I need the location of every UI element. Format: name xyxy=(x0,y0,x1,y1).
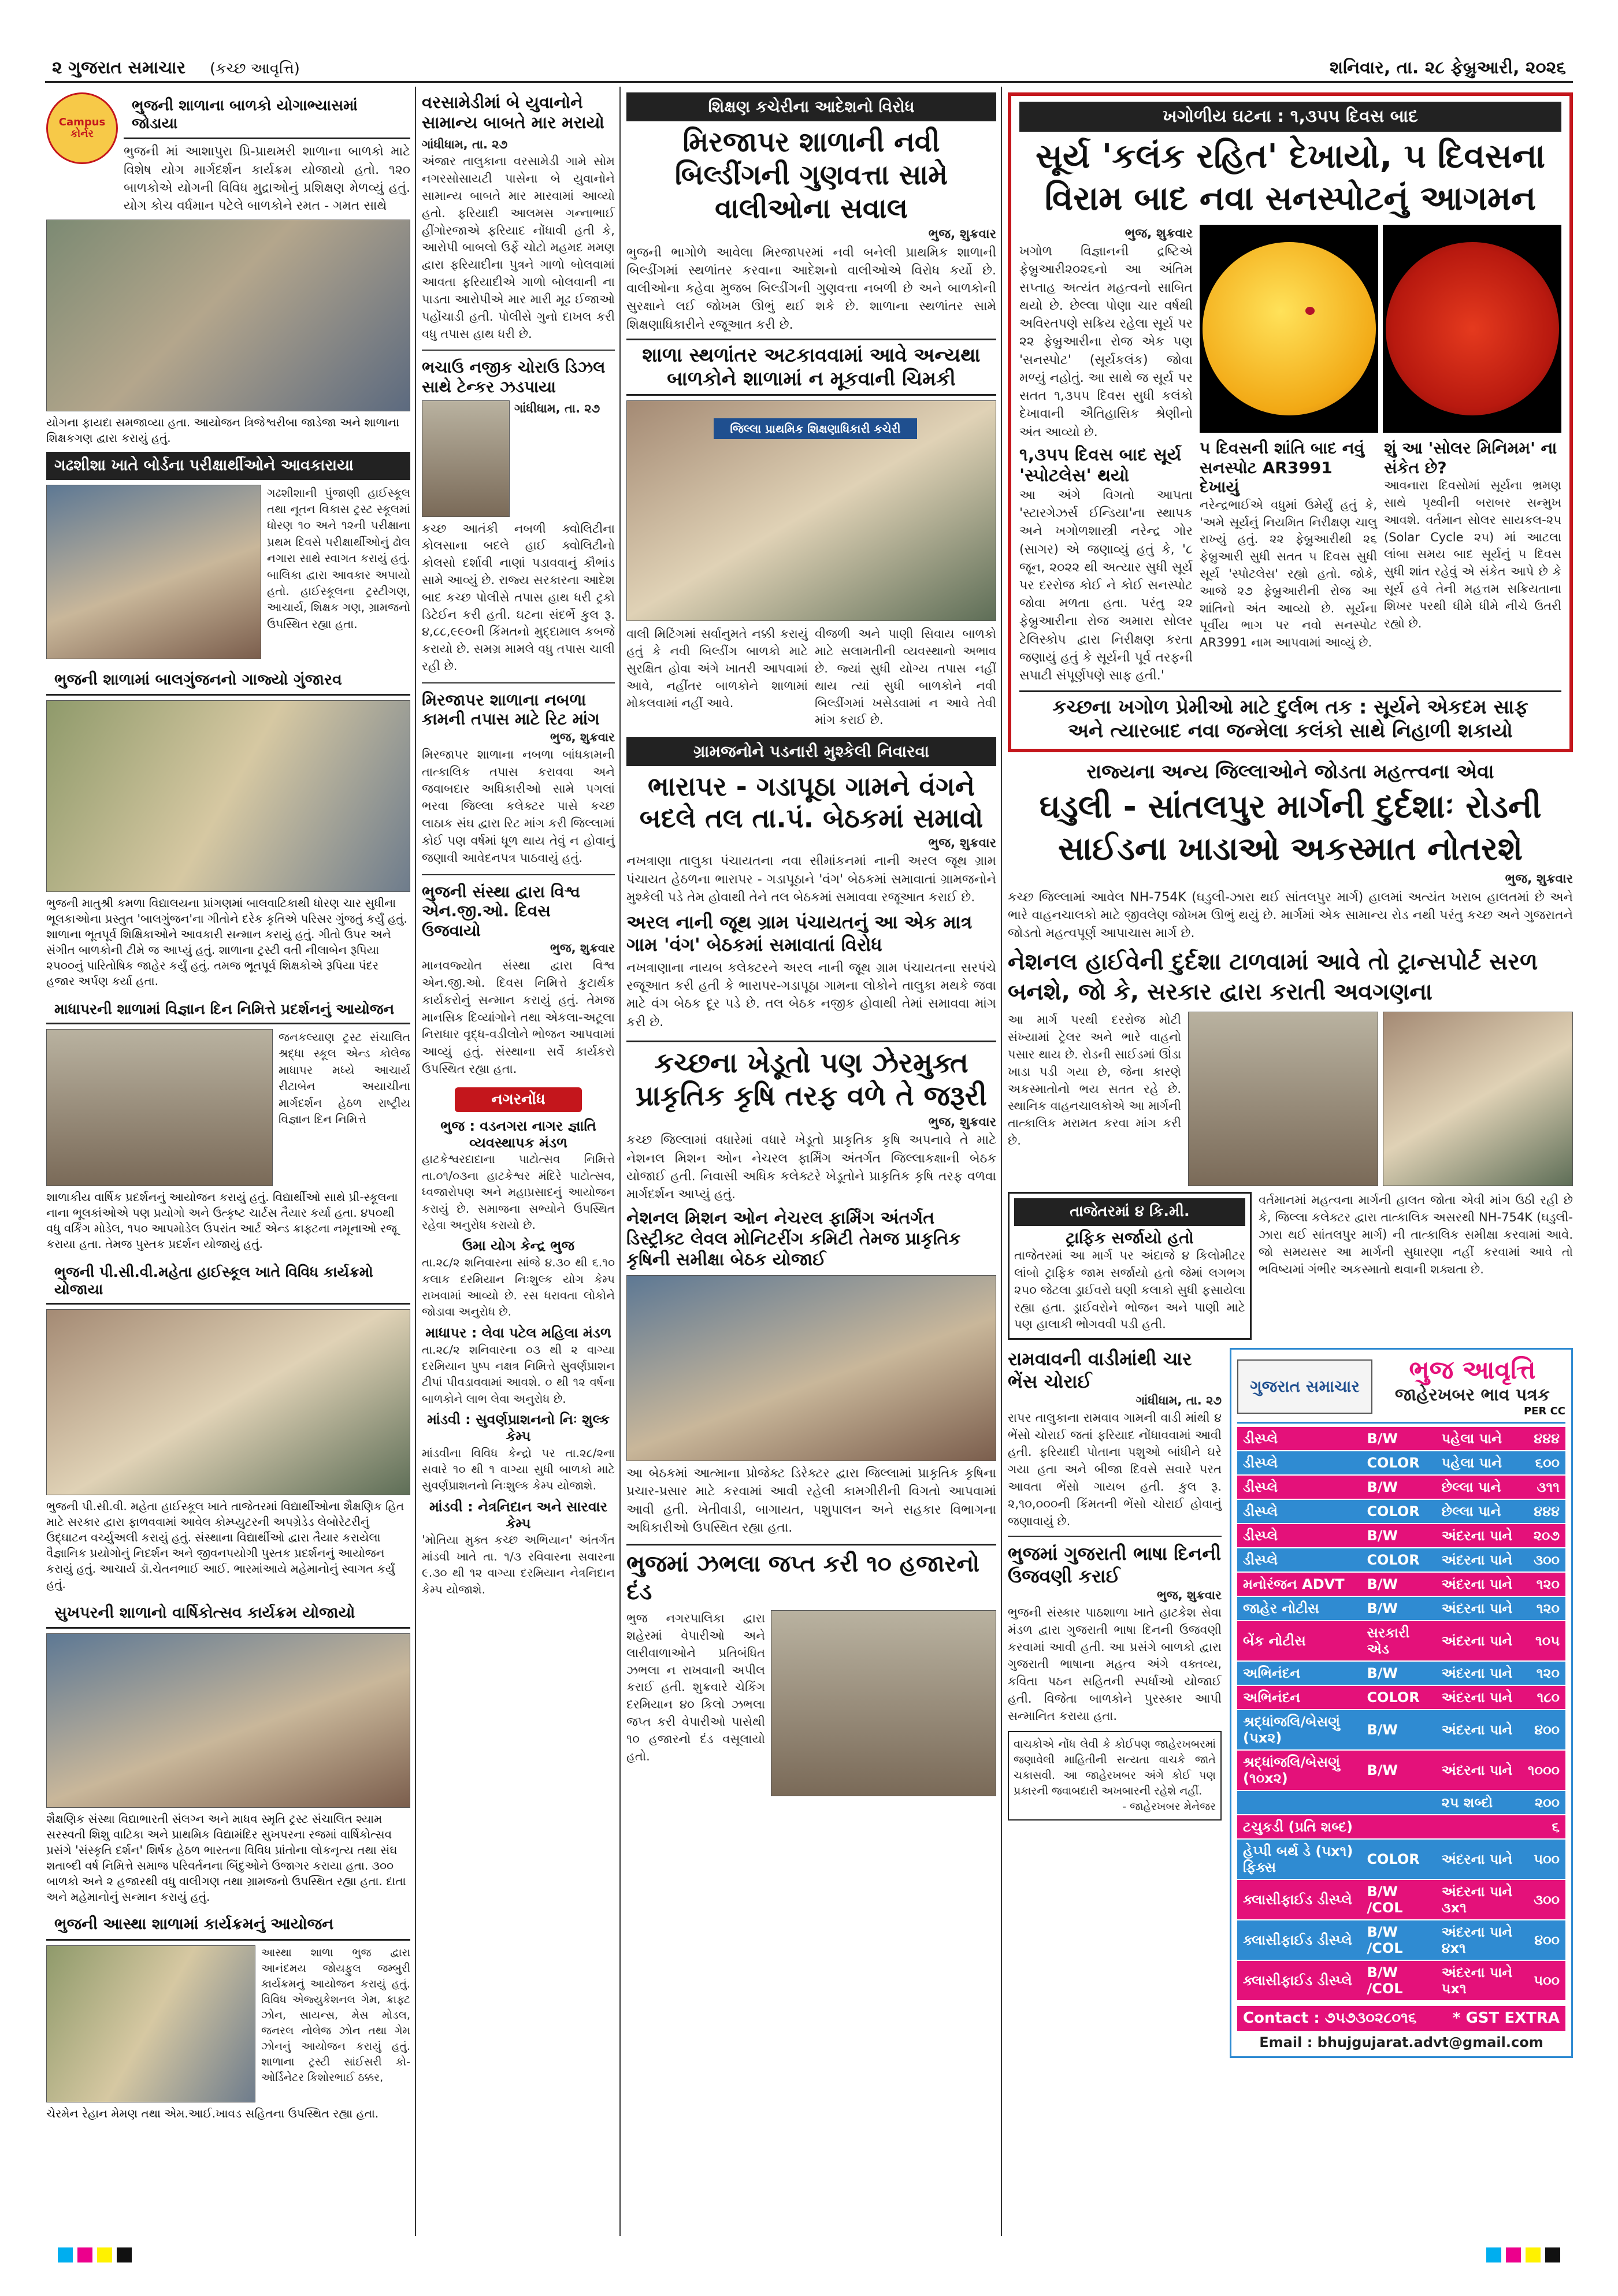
page-title: ૨ ગુજરાત સમાચાર xyxy=(52,58,186,78)
bhachau-heading: ભચાઉ નજીક ચોરાઉ ડિઝલ સાથે ટેન્કર ઝડપાયા xyxy=(422,358,606,396)
rate-price: ૧૦૫ xyxy=(1522,1621,1565,1661)
column-3 xyxy=(626,92,996,1796)
divider xyxy=(422,350,615,351)
dateline: ભુજ, શુક્રવાર xyxy=(928,836,996,851)
column-2 xyxy=(422,92,615,1597)
story-natural-farming xyxy=(626,1041,996,1537)
rate-category: ડીસ્પ્લે xyxy=(1237,1499,1361,1524)
ngo-body: માનવજ્યોત સંસ્થા દ્વારા વિશ્વ એન.જી.ઓ. દિવસ નિમિત્તે કુટાર્થક કાર્યકરોનું સન્માન કરાયું હતું. તેમજ માનસિક દિવ્યાંગોને તથા એકલા-અટૂલા નિરાધાર વૃદ્ધ-વડીલોને ભોજન આપવામાં આવ્યું હતું. સંસ્થાના સર્વે કાર્યકરો ઉપસ્થિત રહ્યા હતા. xyxy=(422,958,615,1076)
mirjapar-subhead: શાળા સ્થળાંતર અટકાવવામાં આવે અન્યથા બાળકોને શાળામાં ન મૂકવાની ચિમકી xyxy=(626,339,996,396)
office-signboard: જિલ્લા પ્રાથમિક શિક્ષણાધિકારી કચેરી xyxy=(714,418,917,439)
sunspot-sub-1: ૧,૩૫૫ દિવસ બાદ સૂર્ય 'સ્પોટલેસ' થયો xyxy=(1019,444,1182,486)
rate-category: ક્લાસીફાઈડ ડીસ્પ્લે xyxy=(1237,1960,1361,2001)
ad-gst: * GST EXTRA xyxy=(1452,2009,1560,2027)
plastic-headline: ભુજમાં ઝભલા જપ્ત કરી ૧૦ હજારનો દંડ xyxy=(626,1551,980,1606)
notice-item xyxy=(422,1118,615,1234)
story-mirjapar-writ xyxy=(422,690,615,867)
story-astha xyxy=(46,1911,410,2124)
registration-mark-cyan xyxy=(58,2247,73,2262)
rate-category: ક્લાસીફાઈડ ડીસ્પ્લે xyxy=(1237,1879,1361,1920)
dateline: ભુજ, શુક્રવાર xyxy=(1156,1588,1222,1603)
sukhpar-photo xyxy=(46,1633,410,1808)
notice-title: ઉમા યોગ કેન્દ્ર ભુજ xyxy=(462,1238,575,1254)
rate-type: COLOR xyxy=(1361,1499,1435,1524)
mirjapar-writ-body: મિરજાપર શાળાના નબળા બાંધકામની તાત્કાલિક તપાસ કરાવવા અને જવાબદાર અધિકારીઓ સામે પગલાં ભરવા જિલ્લા કલેક્ટર પાસે કચ્છ લાઠાક સંઘ દ્વારા રિટ માંગ કરી જિલ્લામાં કોઈ પણ વર્ષમાં ધૂળ થાય તેવું ન હોવાનું જણાવી આવેદનપત્ર પાઠવાયું હતું. xyxy=(422,747,615,865)
mirjapar-photo xyxy=(626,400,996,621)
language-day-headline: ભુજમાં ગુજરાતી ભાષા દિનની ઉજવણી કરાઈ xyxy=(1008,1543,1222,1587)
sun-image-left xyxy=(1200,225,1378,433)
rate-type: B/W xyxy=(1361,1524,1435,1548)
farming-body-2: આ બેઠકમાં આત્માના પ્રોજેક્ટ ડિરેક્ટર દ્વારા જિલ્લામાં પ્રાકૃતિક કૃષિના પ્રચાર-પ્રસાર માટે કરવામાં આવી રહેલી કામગીરીની વિગતો આપવામાં આવી હતી. ખેતીવાડી, બાગાયત, પશુપાલન અને સહકાર વિભાગના અધિકારીઓ ઉપસ્થિત રહ્યા હતા. xyxy=(626,1466,996,1535)
mirjapar-body-a: વાલી મિટિંગમાં સર્વાનુમતે નક્કી કરાયું હતું કે નવી બિલ્ડીંગ બાળકો માટે સુરક્ષિત હોવા અંગે ખાતરી આપવામાં આવે, નહીંતર બાળકોને શાળામાં મોકલવામાં નહીં આવે. xyxy=(626,627,808,710)
notice-body: 'મોતિયા મુક્ત કચ્છ અભિયાન' અંતર્ગત માંડવી ખાતે તા. ૧/૩ રવિવારના સવારના ૯.૩૦ થી ૧૨ વાગ્યા દરમિયાન નેત્રનિદાન કેમ્પ યોજાશે. xyxy=(422,1533,615,1596)
bhachau-body: કચ્છ આતંકી નબળી ક્વોલિટીના કોલસાના બદલે હાઈ ક્વોલિટીનો કોલસો દર્શાવી નાણાં પડાવવાનું કૌભાંડ સામે આવ્યું છે. રાજ્ય સરકારના આદેશ બાદ કચ્છ પોલીસે તપાસ હાથ ધરી ટ્રકો ડિટેઈન કરી હતી. ઘટના સંદર્ભે કુલ રૂ. ૪,૮૮,૯૯૦ની કિંમતનો મુદ્દામાલ કબજે કરાયો છે. સમગ્ર મામલે વધુ તપાસ ચાલી રહી છે. xyxy=(422,521,615,674)
rate-category: ડીસ્પ્લે xyxy=(1237,1451,1361,1475)
column-divider xyxy=(619,87,621,2236)
gadhshisha-photo xyxy=(46,485,261,659)
notice-title: ભુજ : વડનગરા નાગર જ્ઞાતિ વ્યવસ્થાપક મંડળ xyxy=(440,1117,596,1151)
ad-email[interactable]: Email : bhujgujarat.advt@gmail.com xyxy=(1259,2034,1543,2051)
rate-page: અંદરના પાને xyxy=(1436,1621,1522,1661)
road-kicker: રાજ્યના અન્ય જિલ્લાઓને જોડતા મહત્ત્વના એવા xyxy=(1086,760,1494,783)
yoga-caption: યોગના ફાયદા સમજાવ્યા હતા. આયોજન ત્રિજેશ્વરીબા જાડેજા અને શાળાના શિક્ષકગણ દ્વારા કરાયું હતું. xyxy=(46,415,399,445)
language-day-body: ભુજની સંસ્કાર પાઠશાળા ખાતે હાટકેશ સેવા મંડળ દ્વારા ગુજરાતી ભાષા દિનની ઉજવણી કરવામાં આવી હતી. આ પ્રસંગે બાળકો દ્વારા ગુજરાતી ભાષાના મહત્વ અંગે વક્તવ્ય, કવિતા પઠન સહિતની સ્પર્ધાઓ યોજાઈ હતી. વિજેતા બાળકોને પુરસ્કાર આપી સન્માનિત કરાયા હતા. xyxy=(1008,1606,1222,1723)
divider xyxy=(1008,1536,1222,1537)
rate-page: પહેલા પાને xyxy=(1436,1451,1522,1475)
story-bhachau xyxy=(422,358,615,675)
notice-body: તા.૨૮/૨ શનિવારના ૦૩ થી ૨ વાગ્યા દરમિયાન પુષ્પ નક્ષત્ર નિમિત્તે સુવર્ણપ્રાશન ટીપાં પીવડાવવામાં આવશે. ૦ થી ૧૨ વર્ષના બાળકોને લાભ લેવા અનુરોધ છે. xyxy=(422,1342,615,1406)
rate-type: સરકારી એડ xyxy=(1361,1621,1435,1661)
yoga-heading: ભુજની શાળાના બાળકો યોગાભ્યાસમાં જોડાયા xyxy=(124,92,410,139)
notice-body: માંડવીના વિવિધ કેન્દ્રો પર તા.૨૮/૨ના સવારે ૧૦ થી ૧ વાગ્યા સુધી બાળકો માટે સુવર્ણપ્રાશનનો નિઃશુલ્ક કેમ્પ યોજાશે. xyxy=(422,1446,615,1493)
dateline: ભુજ, શુક્રવાર xyxy=(1505,872,1573,887)
story-gadhshisha xyxy=(46,452,410,659)
divider xyxy=(422,874,615,875)
rate-category: ડીસ્પ્લે xyxy=(1237,1427,1361,1451)
rate-price: ૪૦૦ xyxy=(1522,1710,1565,1750)
varsamedi-body: અંજાર તાલુકાના વરસામેડી ગામે સોમ નગરસોસાયટી પાસેના બે યુવાનોને સામાન્ય બાબતે માર મારવામાં આવ્યો હતો. ફરિયાદી આલમસ ગન્નાભાઈ હીંગોરજાએ ફરિયાદ નોંધાવી હતી કે, આરોપી બાબલો ઉર્ફે ચોટો મહમદ મમણ દ્વારા ફરિયાદીના પુત્રને ગાળો બોલવામાં આવતા ફરિયાદીએ ગાળો બોલવાની ના પાડતા આરોપીએ માર મારી મૂઢ ઈજાઓ પહોંચાડી હતી. પોલીસે ગુનો દાખલ કરી વધુ તપાસ હાથ ધરી છે. xyxy=(422,154,615,341)
mirjapar-writ-heading: મિરજાપર શાળાના નબળા કામની તપાસ માટે રિટ માંગ xyxy=(422,690,600,729)
rate-page: અંદરના પાને xyxy=(1436,1750,1522,1790)
dateline: ગાંધીધામ, તા. ૨૭ xyxy=(1135,1393,1222,1407)
varsamedi-heading: વરસામેડીમાં બે યુવાનોને સામાન્ય બાબતે માર મરાયો xyxy=(422,92,604,132)
registration-mark-cyan xyxy=(1486,2247,1501,2262)
rate-type: B/W xyxy=(1361,1661,1435,1685)
story-ngo-day xyxy=(422,882,615,1078)
rate-type: COLOR xyxy=(1361,1839,1435,1879)
rate-page: અંદરના પાને xyxy=(1436,1839,1522,1879)
road-body-2: આ માર્ગ પરથી દરરોજ મોટી સંખ્યામાં ટ્રેલર અને ભારે વાહનો પસાર થાય છે. રોડની સાઈડમાં ઊંડા ખાડા પડી ગયા છે, જેના કારણે અકસ્માતોનો ભય સતત રહે છે. સ્થાનિક વાહનચાલકોએ આ માર્ગની તાત્કાલિક મરામત કરવા માંગ કરી છે. xyxy=(1008,1013,1181,1147)
rate-category: ડીસ્પ્લે xyxy=(1237,1475,1361,1499)
dateline: ભુજ, શુક્રવાર xyxy=(550,941,615,956)
registration-mark-black xyxy=(117,2247,132,2262)
rate-price: ૫૦૦ xyxy=(1522,1960,1565,2001)
sunspot-headline: સૂર્ય 'કલંક રહિત' દેખાયો, ૫ દિવસના વિરામ બાદ નવા સનસ્પોટનું આગમન xyxy=(1035,136,1545,218)
rate-page: પહેલા પાને xyxy=(1436,1427,1522,1451)
story-plastic-fine xyxy=(626,1544,996,1796)
sunspot-marker xyxy=(1305,307,1315,315)
dateline: ભુજ, શુક્રવાર xyxy=(928,1115,996,1130)
rate-row xyxy=(1237,1427,1565,1451)
rate-page: છેલ્લા પાને xyxy=(1436,1499,1522,1524)
notice-title: માંડવી : નેત્રનિદાન અને સારવાર કેમ્પ xyxy=(429,1498,608,1532)
rate-row xyxy=(1237,1661,1565,1685)
buffalo-headline: રામવાવની વાડીમાંથી ચાર ભેંસ ચોરાઈ xyxy=(1008,1348,1192,1392)
rate-page: અંદરના પાને xyxy=(1436,1661,1522,1685)
rate-type xyxy=(1361,1790,1435,1815)
column-1 xyxy=(46,92,410,2125)
rate-category: ટચુકડી (પ્રતિ શબ્દ) xyxy=(1237,1815,1361,1839)
rate-category: ડીસ્પ્લે xyxy=(1237,1524,1361,1548)
bharapar-subhead: અરલ નાની જૂથ ગ્રામ પંચાયતનું આ એક માત્ર ગામ 'વંગ' બેઠકમાં સમાવાતાં વિરોધ xyxy=(626,911,973,956)
rate-type xyxy=(1361,1815,1435,1839)
rate-type: B/W xyxy=(1361,1427,1435,1451)
dateline: ભુજ, શુક્રવાર xyxy=(928,227,996,242)
traffic-box-title-2: ટ્રાફિક સર્જાયો હતો xyxy=(1066,1228,1194,1247)
rate-row xyxy=(1237,1572,1565,1596)
story-pcv-mehta xyxy=(46,1259,410,1596)
road-photo-1 xyxy=(1188,1012,1378,1186)
farming-headline: કચ્છના ખેડૂતો પણ ઝેરમુક્ત પ્રાકૃતિક કૃષિ તરફ વળે તે જરૂરી xyxy=(635,1046,988,1113)
rate-row xyxy=(1237,1685,1565,1710)
rate-category: હેપ્પી બર્થ ડે (૫x૧) ફિક્સ xyxy=(1237,1839,1361,1879)
sukhpar-caption: શૈક્ષણિક સંસ્થા વિદ્યાભારતી સંલગ્ન અને માધવ સ્મૃતિ ટ્રસ્ટ સંચાલિત શ્યામ સરસ્વતી શિશુ વાટિકા અને પ્રાથમિક વિદ્યામંદિર સુખપરના રજમાં વાર્ષિકોત્સવ પ્રસંગે 'સંસ્કૃતિ દર્શન' શિર્ષક હેઠળ ભારતના વિવિધ પ્રાંતોના લોકનૃત્ય તથા સંઘ શતાબ્દી વર્ષ નિમિત્તે સમાજ પરિવર્તનના બિંદુઓને ઉજાગર કરાયા હતા. ૩૦૦ બાળકો અને ૨ હજારથી વધુ વાલીગણ તથા ગ્રામજનો ઉપસ્થિત રહ્યા હતા. દાતા અને મહેમાનોનું સન્માન કરાયું હતું. xyxy=(46,1812,406,1904)
sunspot-sub-2: ૫ દિવસની શાંતિ બાદ નવું સનસ્પોટ AR3991 દેખાયું xyxy=(1200,439,1365,497)
nagarnondh-label: નગરનોંધ xyxy=(455,1087,582,1112)
bharapar-kicker: ગ્રામજનોને પડનારી મુશ્કેલી નિવારવા xyxy=(626,737,996,766)
bharapar-body: નખત્રાણા તાલુકા પંચાયતના નવા સીમાંકનમાં નાની અરલ જૂથ ગ્રામ પંચાયત હેઠળના ભારાપર - ગડાપૂઠાને 'વંગ' બેઠકમાં સમાવાતાં ગ્રામજનોને મુશ્કેલી પડે તેમ હોવાથી તેને તલ બેઠકમાં સમાવવા રજૂઆત કરાઈ છે. xyxy=(626,854,996,905)
registration-mark-black xyxy=(1545,2247,1560,2262)
dateline: ગાંધીધામ, તા. ૨૭ xyxy=(422,137,508,151)
rate-row xyxy=(1237,1548,1565,1572)
story-mirjapar-school xyxy=(626,92,996,729)
balgunjan-caption: ભુજની માતુશ્રી કમળા વિદ્યાલયના પ્રાંગણમાં બાલવાટિકાથી ધોરણ ચાર સુધીના ભૂલકાઓના પ્રસ્તુત 'બાલગુંજન'ના ગીતોને દરેક કૃતિએ પરિસર ગુંજતું કર્યું હતું. શાળાના ભૂતપૂર્વ શિક્ષિકાઓને આવકારી સન્માન કરાયું હતું. ગીતો ઉપર અને સંગીત બાળકોની ટીમે જ આપ્યું હતું. શાળાના ટ્રસ્ટી વતી નીલાબેન રૂપિયા ૨૫૦૦નું પારિતોષિક જાહેર કર્યું હતું. તમજ ભૂતપૂર્વ શિક્ષકોએ રૂપિયા પંદર હજાર અર્પણ કર્યા હતા. xyxy=(46,896,407,989)
rate-type: B/W xyxy=(1361,1475,1435,1499)
rate-price: ૪૦૦ xyxy=(1522,1920,1565,1960)
pcv-heading: ભુજની પી.સી.વી.મહેતા હાઈસ્કૂલ ખાતે વિવિધ કાર્યક્રમો યોજાયા xyxy=(46,1259,410,1305)
divider xyxy=(422,682,615,683)
sunspot-body-3: નરેન્દ્રભાઈએ વધુમાં ઉમેર્યું હતું કે, 'અમે સૂર્યનું નિયમિત નિરીક્ષણ ચાલુ રાખ્યું હતું. ૨૨ ફેબ્રુઆરીથી ૨૬ ફેબ્રુઆરી સુધી સતત ૫ દિવસ સુધી સૂર્ય 'સ્પોટલેસ' રહ્યો હતો. જોકે, આજે ૨૭ ફેબ્રુઆરીની રોજ આ શાંતિનો અંત આવ્યો છે. સૂર્યના પૂર્વીય ભાગ પર નવો સનસ્પોટ AR3991 નામ આપવામાં આવ્યું છે. xyxy=(1200,497,1377,650)
reader-notice xyxy=(1008,1731,1222,1821)
balgunjan-photo xyxy=(46,700,410,892)
rate-category: બેંક નોટીસ xyxy=(1237,1621,1361,1661)
rate-page: છેલ્લા પાને xyxy=(1436,1475,1522,1499)
astha-heading: ભુજની આસ્થા શાળામાં કાર્યક્રમનું આયોજન xyxy=(46,1911,410,1940)
rate-type: COLOR xyxy=(1361,1685,1435,1710)
rate-page: અંદરના પાને xyxy=(1436,1548,1522,1572)
story-bharapar xyxy=(626,737,996,1031)
rate-page: અંદરના પાને ૫x૧ xyxy=(1436,1960,1522,2001)
notice-item xyxy=(422,1325,615,1407)
story-balgunjan xyxy=(46,666,410,993)
road-body: કચ્છ જિલ્લામાં આવેલ NH-754K (ઘડુલી-ઝારા થઈ સાંતલપુર માર્ગ) હાલમાં અત્યંત ખરાબ હાલતમાં છે અને ભારે વાહનચાલકો માટે જીવલેણ જોખમ ઊભું થયું છે. માર્ગમાં એક સામાન્ય રોડ નથી પરંતુ કચ્છ અને ગુજરાતને જોડતો મહત્વપૂર્ણ આપાચાસ માર્ગ છે. xyxy=(1008,890,1573,941)
bottom-row xyxy=(1008,1348,1573,2058)
registration-mark-magenta xyxy=(1506,2247,1521,2262)
rate-category: અભિનંદન xyxy=(1237,1685,1361,1710)
notice-item xyxy=(422,1499,615,1597)
ad-subtitle: જાહેરખબર ભાવ પત્રક xyxy=(1394,1385,1550,1406)
ad-contact: Contact : ૭૫૭૩૦૨૮૦૧૬ xyxy=(1243,2009,1417,2027)
rate-type: B/W /COL xyxy=(1361,1960,1435,2001)
rate-price: ૧૨૦ xyxy=(1522,1596,1565,1621)
bharapar-headline: ભારાપર - ગડાપૂઠા ગામને વંગને બદલે તલ તા.પં. બેઠકમાં સમાવો xyxy=(639,770,984,834)
masthead-left xyxy=(52,58,300,78)
rate-price: ૬ xyxy=(1522,1815,1565,1839)
rate-row xyxy=(1237,1790,1565,1815)
rate-page: અંદરના પાને ૪x૧ xyxy=(1436,1920,1522,1960)
rate-type: B/W xyxy=(1361,1750,1435,1790)
per-cc-label: PER CC xyxy=(1523,1405,1565,1418)
notice-item xyxy=(422,1238,615,1320)
buffalo-body: રાપર તાલુકાના રામવાવ ગામની વાડી માંથી ૪ ભેંસો ચોરાઈ જતાં ફરિયાદ નોંધાવવામાં આવી હતી. ફરિયાદી પોતાના પશુઓ બાંધીને ઘરે ગયા હતા અને બીજા દિવસે સવારે પરત આવતા ભેંસો ગાયબ હતી. કુલ રૂ. ૨,૧૦,૦૦૦ની કિંમતની ભેંસો ચોરાઈ હોવાનું જણાવાયું છે. xyxy=(1008,1410,1222,1528)
ad-title: ભુજ આવૃત્તિ xyxy=(1409,1355,1536,1385)
astha-photo xyxy=(46,1945,255,2102)
pcv-caption: ભુજની પી.સી.વી. મહેતા હાઈસ્કૂલ ખાતે તાજેતરમાં વિદ્યાર્થીઓના શૈક્ષણિક હિત માટે સરકાર દ્વારા ફાળવવામાં આવેલ કોમ્પ્યુટરની અપગ્રેડેડ લેબોરેટરીનું ઉદ્ઘાટન વર્ચ્યુઅલી કરાયું હતું. સંસ્થાના વિદ્યાર્થીઓ દ્વારા તૈયાર કરાયેલા વૈજ્ઞાનિક પ્રયોગોનું નિદર્શન અને જીવનપયોગી પુસ્તક પ્રદર્શનનું આયોજન કરાયું હતું. આચાર્ય ડૉ.ચેતનભાઈ આઈ. ભારમાંઆયે મહેમાનોનું સ્વાગત કર્યું હતું. xyxy=(46,1499,404,1592)
rate-category: શ્રદ્ધાંજલિ/બેસણું (૧૦x૨) xyxy=(1237,1750,1361,1790)
rate-price: ૧૮૦ xyxy=(1522,1685,1565,1710)
rate-type: B/W xyxy=(1361,1596,1435,1621)
rate-price: ૪૪૪ xyxy=(1522,1427,1565,1451)
notice-body: હાટકેશ્વરદાદાના પાટોત્સવ નિમિત્તે તા.૦૧/૦૩ના હાટકેશ્વર મંદિરે પાટોત્સવ, ધ્વજારોપણ અને મહાપ્રસાદનું આયોજન કરાયું છે. સમાજના સભ્યોને ઉપસ્થિત રહેવા અનુરોધ કરાયો છે. xyxy=(422,1152,615,1232)
plastic-photo xyxy=(771,1610,996,1796)
rate-row xyxy=(1237,1475,1565,1499)
science-photo xyxy=(46,1029,273,1186)
rate-row xyxy=(1237,1524,1565,1548)
mirjapar-headline: મિરજાપર શાળાની નવી બિલ્ડીંગની ગુણવત્તા સામે વાલીઓના સવાલ xyxy=(674,125,948,225)
header-rule xyxy=(45,81,1573,83)
rate-page: અંદરના પાને xyxy=(1436,1572,1522,1596)
sunspot-banner-1: કચ્છના ખગોળ પ્રેમીઓ માટે દુર્લભ તક : સૂર્યને એકદમ સાફ xyxy=(1019,690,1561,719)
sunspot-banner-2: અને ત્યારબાદ નવા જન્મેલા કલંકો સાથે નિહાળી શકાયો xyxy=(1068,719,1513,743)
rate-type: B/W xyxy=(1361,1710,1435,1750)
column-divider xyxy=(415,87,416,2236)
rate-price: ૧૦૦૦ xyxy=(1522,1750,1565,1790)
bhachau-photo xyxy=(422,400,510,517)
rate-page: ૨૫ શબ્દો xyxy=(1436,1790,1522,1815)
rate-price: ૫૦૦ xyxy=(1522,1839,1565,1879)
notice-title: માંડવી : સુવર્ણપ્રાશનનો નિઃ શુલ્ક કેમ્પ xyxy=(427,1411,610,1444)
rate-price: ૧૨૦ xyxy=(1522,1661,1565,1685)
science-body: જનકલ્યાણ ટ્રસ્ટ સંચાલિત શ્રદ્ધા સ્કૂલ એન્ડ કોલેજ માધાપર મધ્યે આચાર્ય રીટાબેન અયાચીના માર્ગદર્શન હેઠળ રાષ્ટ્રીય વિજ્ઞાન દિન નિમિત્તે xyxy=(279,1030,410,1127)
edition-label: (કચ્છ આવૃત્તિ) xyxy=(210,60,300,77)
farming-body: કચ્છ જિલ્લામાં વધારેમાં વધારે ખેડૂતો પ્રાકૃતિક કૃષિ અપનાવે તે માટે નેશનલ મિશન ઓન નેચરલ ફાર્મિંગ અંતર્ગત જિલ્લાકક્ષાની બેઠક યોજાઈ હતી. નિવાસી અધિક કલેક્ટરે ખેડૂતોને પ્રાકૃતિક કૃષિ તરફ વળવા માર્ગદર્શન આપ્યું હતું. xyxy=(626,1133,996,1202)
newspaper-logo: ગુજરાત સમાચાર xyxy=(1237,1359,1372,1414)
farming-photo xyxy=(626,1275,996,1461)
dateline: ભુજ, શુક્રવાર xyxy=(1125,226,1193,241)
rate-price: ૪૪૪ xyxy=(1522,1499,1565,1524)
registration-mark-yellow xyxy=(97,2247,112,2262)
story-varsamedi xyxy=(422,92,615,343)
rate-price: ૧૨૦ xyxy=(1522,1572,1565,1596)
rate-category xyxy=(1237,1790,1361,1815)
dateline: ગાંધીધામ, તા. ૨૭ xyxy=(514,401,600,415)
rate-type: COLOR xyxy=(1361,1451,1435,1475)
road-subhead: નેશનલ હાઈવેની દુર્દશા ટાળવામાં આવે તો ટ્રાન્સપોર્ટ સરળ બનશે, જો કે, સરકાર દ્વારા કરાતી અવગણના xyxy=(1008,949,1538,1006)
traffic-box-title-1: તાજેતરમાં ૪ કિ.મી. xyxy=(1014,1198,1245,1225)
ad-contact-bar xyxy=(1237,2006,1565,2031)
road-body-3: વર્તમાનમાં મહત્વના માર્ગની હાલત જોતા એવી માંગ ઉઠી રહી છે કે, જિલ્લા કલેક્ટર દ્વારા તાત્કાલિક અસરથી NH-754K (ઘડુલી-ઝારા થઈ સાંતલપુર માર્ગ) ની તાત્કાલિક સમીક્ષા કરવામાં આવે. જો સમયસર આ માર્ગની સુધારણા નહીં કરવામાં આવે તો ભવિષ્યમાં ગંભીર અકસ્માતો થવાની શક્યતા છે. xyxy=(1259,1193,1573,1276)
gadhshisha-body: ગઢશીશાની પુંજાણી હાઈસ્કૂલ તથા નૂતન વિકાસ ટ્રસ્ટ સ્કૂલમાં ધોરણ ૧૦ અને ૧૨ની પરીક્ષાના પ્રથમ દિવસે પરીક્ષાર્થીઓનું ઢોલ નગારા સાથે સ્વાગત કરાયું હતું. બાલિકા દ્વારા આવકાર અપાયો હતો. હાઈસ્કૂલના ટ્રસ્ટીગણ, આચાર્ય, શિક્ષક ગણ, ગ્રામજનો ઉપસ્થિત રહ્યા હતા. xyxy=(267,485,410,631)
registration-mark-yellow xyxy=(1526,2247,1541,2262)
story-ghaduli-road xyxy=(1008,760,1573,1340)
traffic-box xyxy=(1008,1192,1252,1340)
story-sunspot xyxy=(1008,92,1573,752)
campus-corner-logo: Campus કોર્નર xyxy=(46,92,118,164)
rate-page xyxy=(1436,1815,1522,1839)
rate-row xyxy=(1237,1839,1565,1879)
rate-table xyxy=(1237,1427,1565,2001)
story-yoga xyxy=(46,92,410,449)
notice-body: તા.૨૮/૨ શનિવારના સાંજે ૪.૩૦ થી ૬.૧૦ કલાક દરમિયાન નિઃશુલ્ક યોગ કેમ્પ રાખવામાં આવ્યો છે. રસ ધરાવતા લોકોને જોડાવા અનુરોધ છે. xyxy=(422,1255,615,1319)
rate-page: અંદરના પાને xyxy=(1436,1524,1522,1548)
bharapar-body-2: નખત્રાણાના નાયબ કલેક્ટરને અરલ નાની જૂથ ગ્રામ પંચાયતના સરપંચે રજૂઆત કરી હતી કે ભારાપર-ગડાપૂઠા ગામના લોકોને તાલુકા મથકે જવા માટે વંગ બેઠક દૂર પડે છે. તલ બેઠક નજીક હોવાથી તેમાં સમાવવા માંગ કરી છે. xyxy=(626,960,996,1030)
rate-row xyxy=(1237,1451,1565,1475)
rate-category: ક્લાસીફાઈડ ડીસ્પ્લે xyxy=(1237,1920,1361,1960)
bottom-left-stories xyxy=(1008,1348,1222,2058)
rate-category: ડીસ્પ્લે xyxy=(1237,1548,1361,1572)
rate-page: અંદરના પાને ૩x૧ xyxy=(1436,1879,1522,1920)
rate-row xyxy=(1237,1750,1565,1790)
mirjapar-body: ભુજની ભાગોળે આવેલા મિરજાપરમાં નવી બનેલી પ્રાથમિક શાળાની બિલ્ડીંગમાં સ્થળાંતર કરવાના આદેશનો વાલીઓએ વિરોધ કર્યો છે. વાલીઓના કહેવા મુજબ બિલ્ડીંગની ગુણવત્તા નબળી છે અને બાળકોની સુરક્ષાને લઈ જોખમ ઊભું થઈ શકે છે. શાળાના સ્થળાંતર સામે શિક્ષણાધિકારીને રજૂઆત કરી છે. xyxy=(626,245,996,332)
gadhshisha-heading: ગઢશીશા ખાતે બોર્ડના પરીક્ષાર્થીઓને આવકારાયા xyxy=(46,452,410,480)
yoga-photo xyxy=(46,220,410,411)
rate-page: અંદરના પાને xyxy=(1436,1685,1522,1710)
rate-category: અભિનંદન xyxy=(1237,1661,1361,1685)
rate-row xyxy=(1237,1710,1565,1750)
rate-row xyxy=(1237,1621,1565,1661)
rate-row xyxy=(1237,1596,1565,1621)
rate-row xyxy=(1237,1960,1565,2001)
rate-category: શ્રદ્ધાંજલિ/બેસણું (૫x૨) xyxy=(1237,1710,1361,1750)
ngo-heading: ભુજની સંસ્થા દ્વારા વિશ્વ એન.જી.ઓ. દિવસ ઉજવાયો xyxy=(422,882,580,940)
rate-category: જાહેર નોટીસ xyxy=(1237,1596,1361,1621)
notice-item xyxy=(422,1411,615,1494)
rate-type: B/W /COL xyxy=(1361,1920,1435,1960)
dateline: ભુજ, શુક્રવાર xyxy=(550,730,615,745)
reader-notice-text: વાચકોએ નોંધ લેવી કે કોઈપણ જાહેરખબરમાં જણાવેલી માહિતીની સત્યતા વાચકે જાતે ચકાસવી. આ જાહેરખબર અંગે કોઈ પણ પ્રકારની જવાબદારી અખબારની રહેશે નહીં. xyxy=(1014,1737,1216,1797)
sunspot-body: ખગોળ વિજ્ઞાનની દ્રષ્ટિએ ફેબ્રુઆરી૨૦૨૬નો આ અંતિમ સપ્તાહ અત્યંત મહત્વનો સાબિત થયો છે. છેલ્લા પોણા ચાર વર્ષથી અવિરતપણે સક્રિય રહેલા સૂર્ય પર ૨૨ ફેબ્રુઆરીના રોજ એક પણ 'સનસ્પોટ' (સૂર્યકલંક) જોવા મળ્યું નહોતું. આ સાથે જ સૂર્ય પર સતત ૧,૩૫૫ દિવસ સુધી કલંકો દેખાવાની ઐતિહાસિક શ્રેણીનો અંત આવ્યો છે. xyxy=(1019,244,1193,440)
page-date: શનિવાર, તા. ૨૮ ફેબ્રુઆરી, ૨૦૨૬ xyxy=(1330,58,1566,78)
rate-type: B/W xyxy=(1361,1572,1435,1596)
rate-price: ૬૦૦ xyxy=(1522,1451,1565,1475)
story-science xyxy=(46,996,410,1255)
traffic-box-body: તાજેતરમાં આ માર્ગ પર અંદાજે ૪ કિલોમીટર લાંબો ટ્રાફિક જામ સર્જાયો હતો જેમાં લગભગ ૨૫૦ જેટલા ડ્રાઈવરો ઘણી કલાકો સુધી ફસાયેલા રહ્યા હતા. ડ્રાઈવરોને ભોજન અને પાણી માટે પણ હાલાકી ભોગવવી પડી હતી. xyxy=(1014,1249,1245,1332)
mirjapar-kicker: શિક્ષણ કચેરીના આદેશનો વિરોધ xyxy=(626,92,996,121)
column-divider xyxy=(1001,87,1002,2236)
sunspot-body-4: આવનારા દિવસોમાં સૂર્યના ભ્રમણ સાથે પૃથ્વીની બરાબર સન્મુખ આવશે. વર્તમાન સોલર સાયકલ-૨૫ (Solar Cycle ૨૫) માં આટલા લાંબા સમય બાદ સૂર્યનું ૫ દિવસ સુધી શાંત રહેવું એ સંકેત આપે છે કે સૂર્ય હવે તેની મહત્તમ સક્રિયતાના શિખર પરથી ધીમે ધીમે નીચે ઉતરી રહ્યો છે. xyxy=(1384,478,1561,630)
yoga-body: ભુજની માં આશાપુરા પ્રિ-પ્રાથમરી શાળાના બાળકો માટે વિશેષ યોગ માર્ગદર્શન કાર્યક્રમ યોજાયો હતો. ૧૨૦ બાળકોએ યોગની વિવિધ મુદ્રાઓનું પ્રશિક્ષણ મેળવ્યું હતું. યોગ કોચ વર્ધમાન પટેલે બાળકોને રમત - ગમત સાથે xyxy=(124,144,410,214)
rate-price: ૩૦૦ xyxy=(1522,1548,1565,1572)
rate-row xyxy=(1237,1920,1565,1960)
sukhpar-heading: સુખપરની શાળાનો વાર્ષિકોત્સવ કાર્યક્રમ યોજાયો xyxy=(46,1599,410,1629)
registration-mark-magenta xyxy=(77,2247,92,2262)
plastic-body: ભુજ નગરપાલિકા દ્વારા શહેરમાં વેપારીઓ અને લારીવાળાઓને પ્રતિબંધિત ઝભલા ન રાખવાની અપીલ કરાઈ હતી. શુક્રવારે ચેકિંગ દરમિયાન ૪૦ કિલો ઝભલા જપ્ત કરી વેપારીઓ પાસેથી ૧૦ હજારનો દંડ વસૂલાયો હતો. xyxy=(626,1611,765,1763)
story-sukhpar xyxy=(46,1599,410,1908)
sunspot-body-2: આ અંગે વિગતો આપતા 'સ્ટારગેઝર્સ ઈન્ડિયા'ના સ્થાપક અને ખગોળશાસ્ત્રી નરેન્દ્ર ગોર (સાગર) એ જણાવ્યું હતું કે, '૮ જૂન, ૨૦૨૨ થી અત્યાર સુધી સૂર્ય પર દરરોજ કોઈ ને કોઈ સનસ્પોટ જોવા મળતા હતા. પરંતુ ૨૨ ફેબ્રુઆરીના રોજ અમારા સોલર ટેલિસ્કોપ દ્વારા નિરીક્ષણ કરતા જણાયું હતું કે સૂર્યની પૂર્વ તરફની સપાટી સંપૂર્ણપણે સાફ હતી.' xyxy=(1019,488,1193,683)
mirjapar-body-b: વીજળી અને પાણી સિવાય બાળકો માટે સલામતીની વ્યવસ્થાનો અભાવ છે. જ્યાં સુધી યોગ્ય તપાસ નહીં થાય ત્યાં સુધી બાળકોને નવી બિલ્ડીંગમાં ખસેડવામાં ન આવે તેવી માંગ કરાઈ છે. xyxy=(815,627,996,727)
rate-row xyxy=(1237,1815,1565,1839)
rate-type: B/W /COL xyxy=(1361,1879,1435,1920)
column-4 xyxy=(1008,92,1573,2058)
reader-notice-sign: - જાહેરખબર મેનેજર xyxy=(1122,1800,1216,1813)
road-headline: ઘડુલી - સાંતલપુર માર્ગની દુર્દશાઃ રોડની સાઈડના ખાડાઓ અકસ્માત નોતરશે xyxy=(1039,787,1542,868)
science-heading: માધાપરની શાળામાં વિજ્ઞાન દિન નિમિત્તે પ્રદર્શનનું આયોજન xyxy=(46,996,410,1024)
astha-caption: ચેરમેન રેહાન મેમણ તથા એમ.આઈ.ખાવડ સહિતના ઉપસ્થિત રહ્યા હતા. xyxy=(46,2106,379,2120)
rate-price: ૩૧૧ xyxy=(1522,1475,1565,1499)
science-caption: શાળાકીય વાર્ષિક પ્રદર્શનનું આયોજન કરાયું હતું. વિદ્યાર્થીઓ સાથે પ્રી-સ્કૂલના નાના ભૂલકાંઓએ પણ પ્રયોગો અને ઉત્કૃષ્ટ ચાર્ટસ તૈયાર કર્યા હતા. ૪૫૦થી વધુ વર્કિંગ મોડેલ, ૧૫૦ આપમોડેલ ઉપરાંત આર્ટ એન્ડ ક્રાફ્ટના નમૂનાઓ રજૂ કરાયા હતા. તેમજ પુસ્તક પ્રદર્શન યોજાયું હતું. xyxy=(46,1190,398,1251)
rate-row xyxy=(1237,1499,1565,1524)
sunspot-kicker: ખગોળીય ઘટના : ૧,૩૫૫ દિવસ બાદ xyxy=(1019,102,1561,132)
rate-price: ૨૦૦ xyxy=(1522,1790,1565,1815)
sun-image-right xyxy=(1383,225,1561,433)
rate-type: COLOR xyxy=(1361,1548,1435,1572)
balgunjan-heading: ભુજની શાળામાં બાલગુંજનનો ગાજ્યો ગુંજારવ xyxy=(46,666,410,696)
rate-page: અંદરના પાને xyxy=(1436,1596,1522,1621)
rate-page: અંદરના પાને xyxy=(1436,1710,1522,1750)
farming-subhead: નેશનલ મિશન ઓન નેચરલ ફાર્મિંગ અંતર્ગત ડિસ્ટ્રીક્ટ લેવલ મોનિટરીંગ કમિટી તેમજ પ્રાકૃતિક કૃષિની સમીક્ષા બેઠક યોજાઈ xyxy=(626,1208,961,1270)
ad-rate-card xyxy=(1230,1348,1573,2058)
astha-body: આસ્થા શાળા ભુજ દ્વારા આનંદમય જોયફુલ જમ્બુરી કાર્યક્રમનું આયોજન કરાયું હતું. વિવિધ એજ્યુકેશનલ ગેમ, ક્રાફ્ટ ઝોન, સાયન્સ, મેસ મોડલ, જનરલ નોલેજ ઝોન તથા ગેમ ઝોનનું આયોજન કરાયું હતું. શાળાના ટ્રસ્ટી સાંઈસરી કો-ઓર્ડિનેટર કિશોરભાઈ ઠક્કર, xyxy=(261,1946,410,2084)
rate-category: મનોરંજન ADVT xyxy=(1237,1572,1361,1596)
rate-row xyxy=(1237,1879,1565,1920)
pcv-photo xyxy=(46,1309,410,1495)
sunspot-sub-3: શું આ 'સોલર મિનિમમ' ના સંકેત છે? xyxy=(1384,439,1557,477)
notice-title: માધાપર : લેવા પટેલ મહિલા મંડળ xyxy=(425,1324,611,1341)
road-photo-2 xyxy=(1383,1012,1573,1186)
rate-price: ૨૦૭ xyxy=(1522,1524,1565,1548)
rate-price: ૩૦૦ xyxy=(1522,1879,1565,1920)
